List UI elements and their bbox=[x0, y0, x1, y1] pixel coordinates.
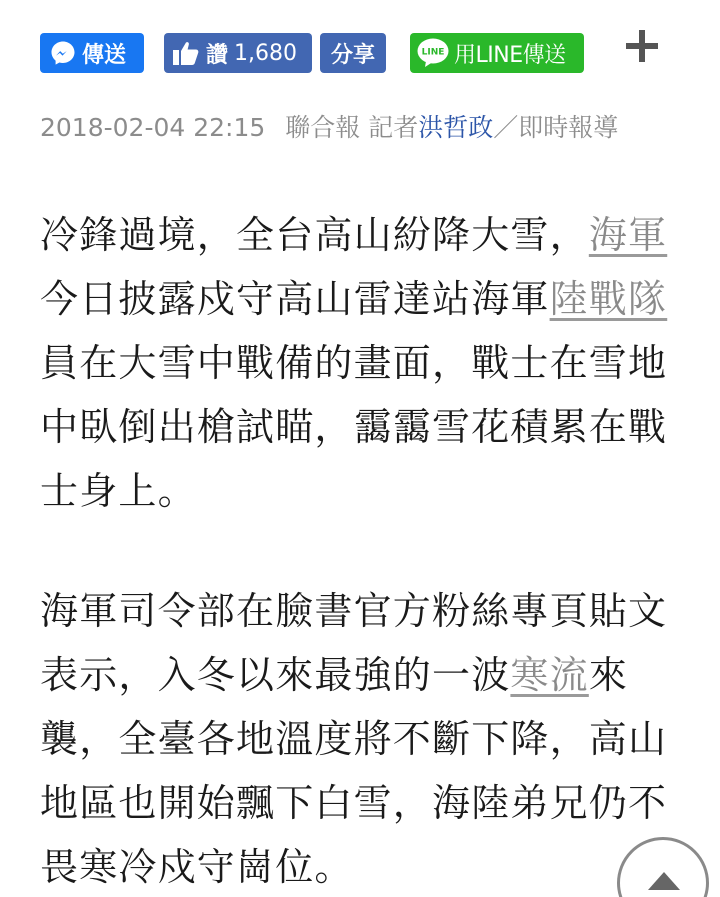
line-send-label: 用LINE傳送 bbox=[454, 42, 566, 68]
share-toolbar bbox=[40, 33, 584, 73]
share-button[interactable] bbox=[320, 33, 386, 73]
like-label: 讚 bbox=[206, 42, 229, 68]
plus-icon[interactable] bbox=[622, 26, 662, 66]
chevron-up-icon bbox=[646, 870, 682, 892]
report-type: ／即時報導 bbox=[493, 113, 619, 142]
like-count: 1,680 bbox=[234, 40, 297, 66]
messenger-icon bbox=[50, 40, 76, 66]
line-badge-text: LINE bbox=[421, 47, 445, 58]
line-send-button[interactable] bbox=[410, 33, 584, 73]
thumbs-up-icon bbox=[172, 40, 200, 66]
p2-text-a: 海軍司令部在臉書官方粉絲專頁貼文表示，入冬以來最強的一波 bbox=[40, 589, 668, 697]
share-label: 分享 bbox=[330, 42, 375, 68]
messenger-send-button[interactable] bbox=[40, 33, 144, 73]
p2-text-b: 來襲，全臺各地溫度將不斷下降，高山地區也開始飄下白雪，海陸弟兄仍不畏寒冷戍守崗位。 bbox=[40, 653, 668, 889]
p1-text-b: 今日披露戍守高山雷達站海軍 bbox=[40, 277, 550, 321]
reporter-prefix: 記者 bbox=[368, 113, 419, 142]
p1-text-c: 員在大雪中戰備的畫面，戰士在雪地中臥倒出槍試瞄，靄靄雪花積累在戰士身上。 bbox=[40, 341, 668, 513]
keyword-link-marines[interactable]: 陸戰隊 bbox=[549, 277, 668, 321]
reporter-name[interactable]: 洪哲政 bbox=[418, 113, 494, 142]
article-meta bbox=[40, 108, 618, 144]
keyword-link-cold-wave[interactable]: 寒流 bbox=[510, 653, 589, 697]
article-paragraph bbox=[40, 203, 682, 523]
like-button[interactable] bbox=[164, 33, 312, 73]
article-body bbox=[40, 203, 682, 897]
keyword-link-navy[interactable]: 海軍 bbox=[588, 213, 668, 257]
news-source: 聯合報 bbox=[285, 113, 361, 142]
line-icon bbox=[416, 37, 450, 69]
publish-datetime: 2018-02-04 22:15 bbox=[40, 113, 266, 142]
article-paragraph bbox=[40, 579, 682, 897]
p1-text-a: 冷鋒過境，全台高山紛降大雪， bbox=[40, 213, 589, 257]
messenger-send-label: 傳送 bbox=[82, 42, 127, 68]
